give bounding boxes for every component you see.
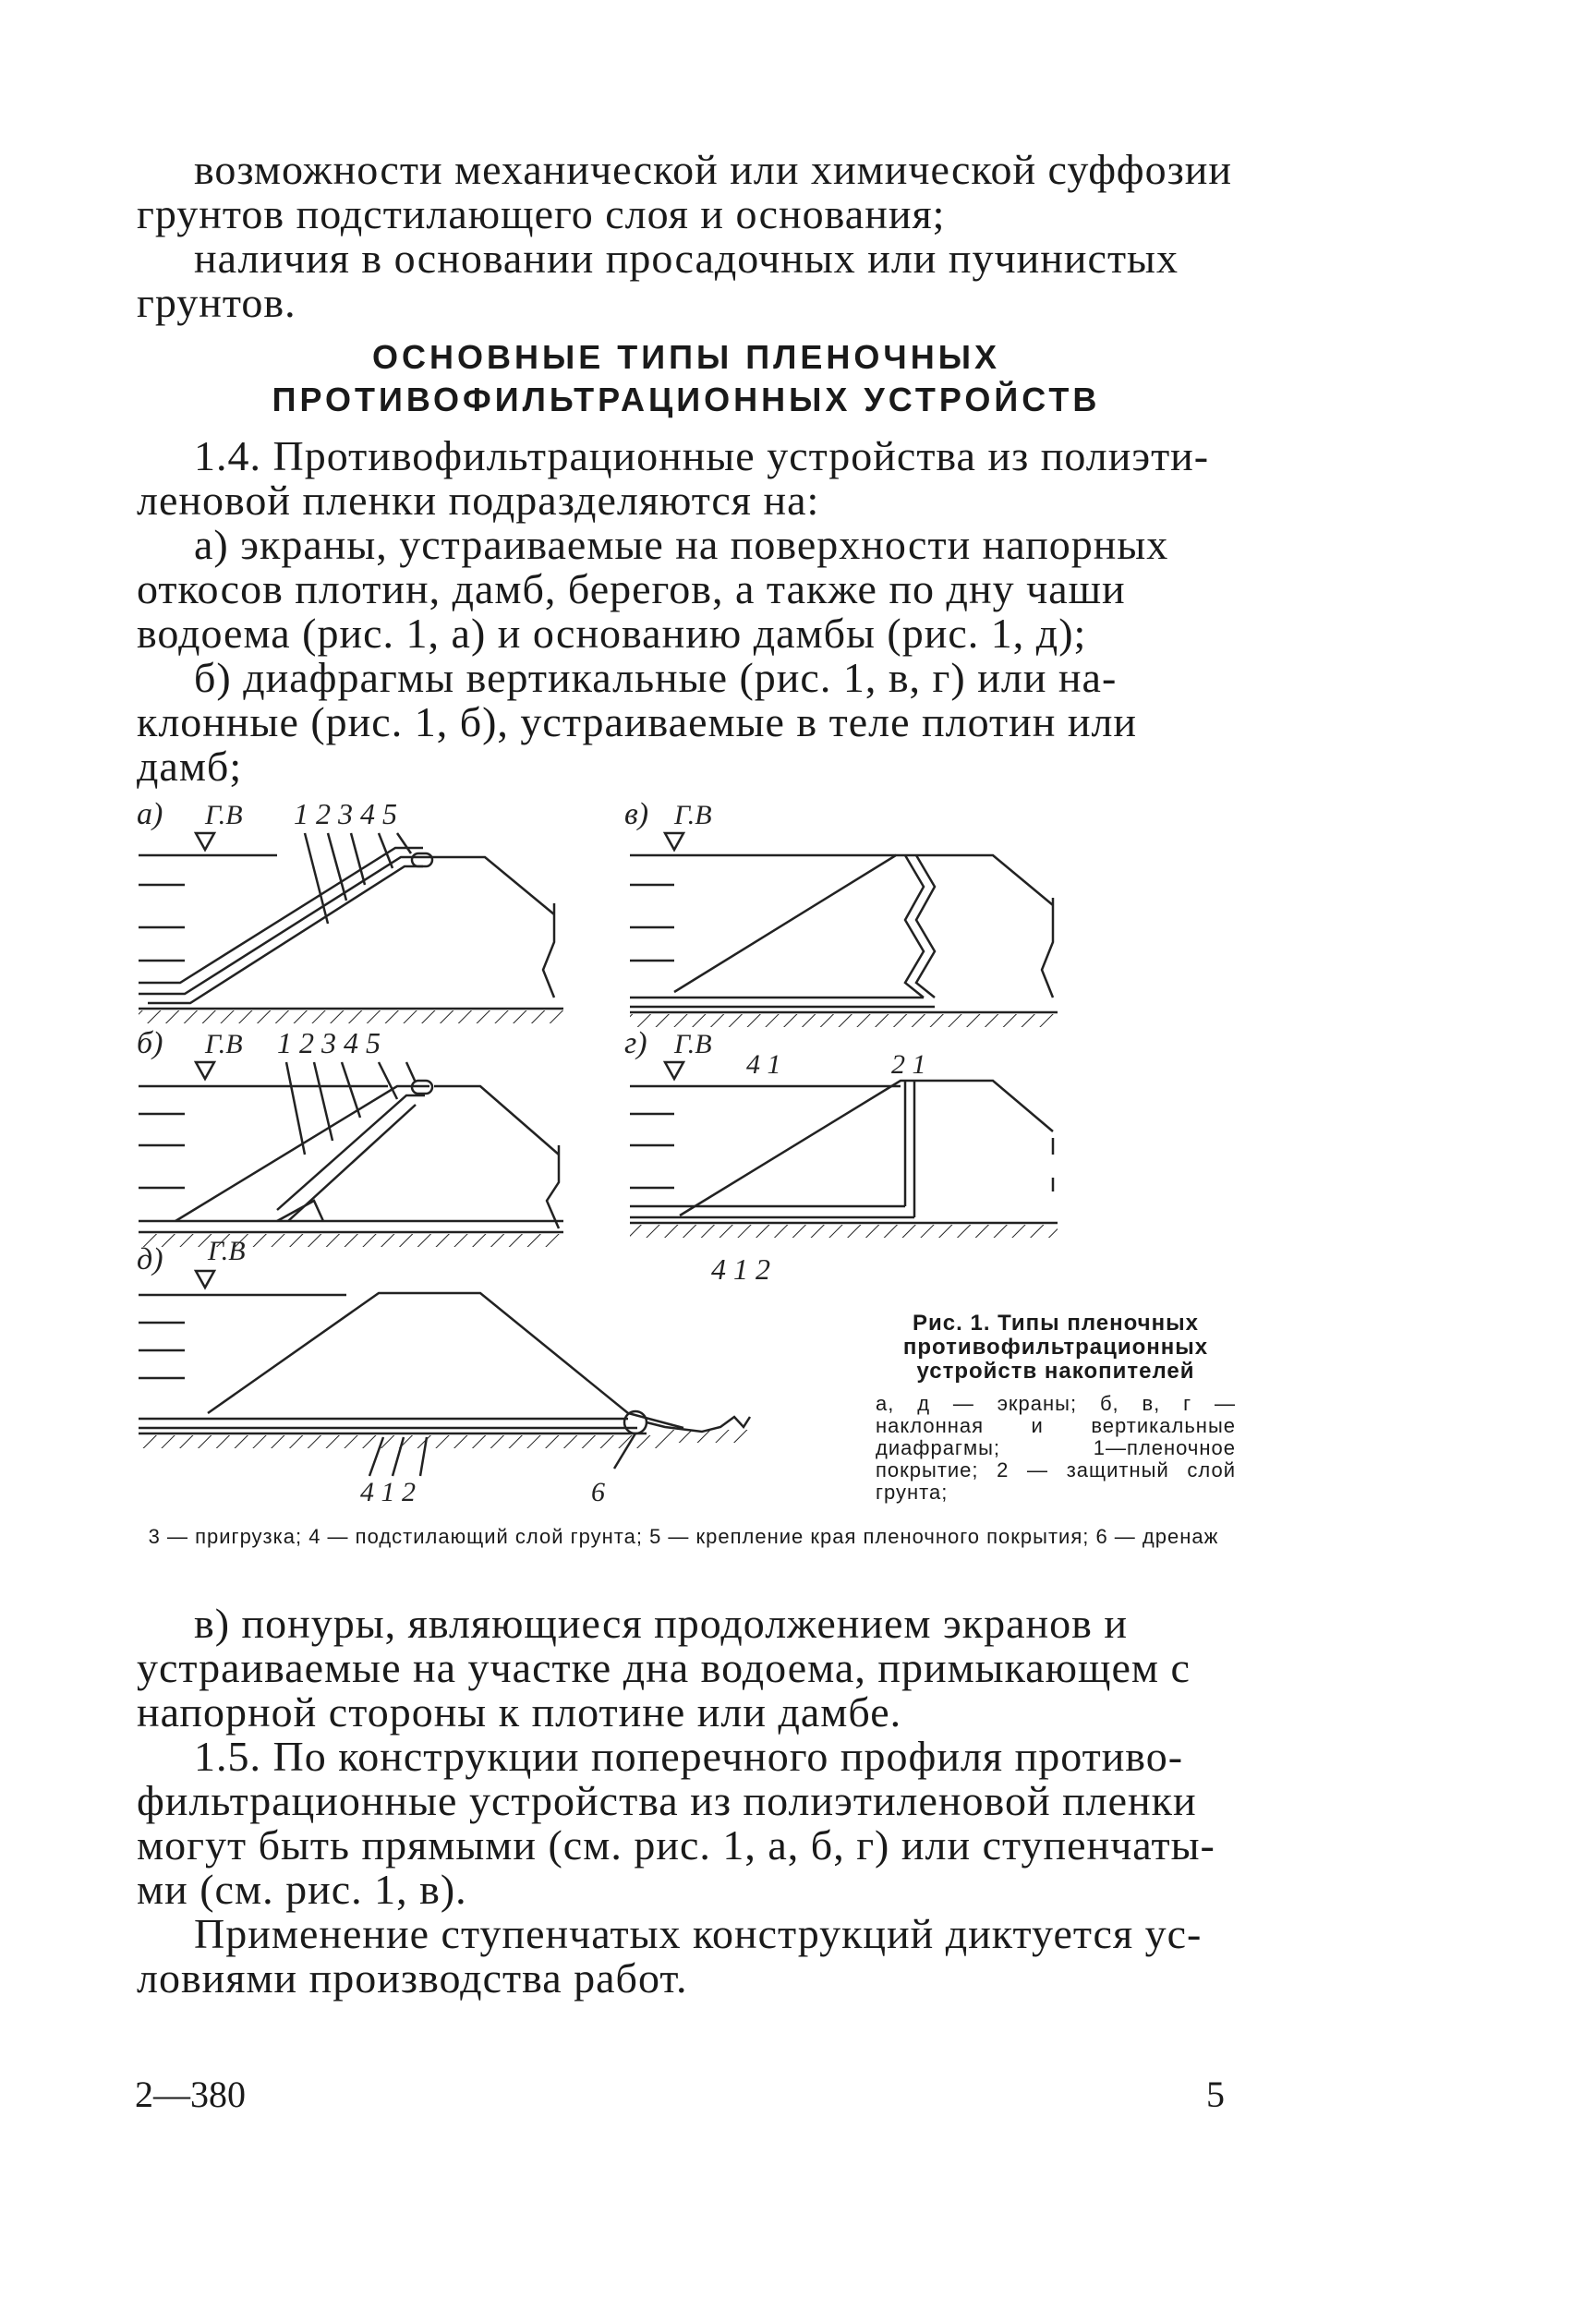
panel-b-numbers: 1 2 3 4 5 — [277, 1026, 381, 1059]
after-figure-text — [137, 1602, 1236, 2001]
panel-d — [137, 1236, 750, 1507]
after-line-9: ловиями производства работ. — [137, 1954, 688, 2002]
s14-line-2: леновой пленки подразделяются на: — [137, 477, 820, 524]
s14-line-1: 1.4. Противофильтрационные устройства из полиэти- — [194, 432, 1210, 479]
intro-line-4: грунтов. — [137, 279, 296, 326]
after-line-3: напорной стороны к плотине или дамбе. — [137, 1688, 902, 1736]
panel-v — [624, 797, 1058, 1027]
panel-g-bottom: 4 1 2 — [711, 1252, 770, 1286]
page-number: 5 — [1206, 2074, 1225, 2115]
panel-a-level: Г.В — [205, 800, 243, 830]
panel-a-numbers: 1 2 3 4 5 — [294, 797, 397, 830]
panel-d-letter: д) — [137, 1242, 163, 1276]
panel-b-level: Г.В — [205, 1029, 243, 1059]
s14-line-4: откосов плотин, дамб, берегов, а также по дну чаши — [137, 565, 1126, 612]
after-line-7: ми (см. рис. 1, в). — [137, 1866, 467, 1913]
after-line-1: в) понуры, являющиеся продолжением экранов и — [194, 1600, 1128, 1647]
figure-caption-title: Рис. 1. Типы пленочных противофильтрационных устройств накопителей — [902, 1311, 1209, 1384]
panel-g-top-left: 4 1 — [746, 1049, 781, 1080]
panel-a — [137, 797, 563, 1023]
panel-d-bottom: 4 1 2 — [360, 1477, 416, 1507]
intro-line-2: грунтов подстилающего слоя и основания; — [137, 190, 946, 237]
panel-d-level: Г.В — [208, 1236, 246, 1266]
heading-line-2: ПРОТИВОФИЛЬТРАЦИОННЫХ УСТРОЙСТВ — [272, 381, 1101, 418]
panel-g-top-right: 2 1 — [891, 1049, 926, 1080]
figure-caption-body: а, д — экраны; б, в, г — наклонная и вертикальные диафрагмы; 1—пленочное покрытие; 2 — защитный слой грунта; — [876, 1392, 1236, 1504]
s14-line-6: б) диафрагмы вертикальные (рис. 1, в, г) или на- — [194, 654, 1118, 701]
s14-line-7: клонные (рис. 1, б), устраиваемые в теле плотин или — [137, 698, 1138, 745]
panel-v-letter: в) — [624, 797, 649, 831]
panel-g — [624, 1026, 1058, 1286]
s14-line-5: водоема (рис. 1, а) и основанию дамбы (рис. 1, д); — [137, 610, 1087, 657]
after-line-5: фильтрационные устройства из полиэтиленовой пленки — [137, 1777, 1197, 1824]
figure-caption-legend: 3 — пригрузка; 4 — подстилающий слой грунта; 5 — крепление края пленочного покрытия; 6 — дренаж — [148, 1525, 1219, 1548]
after-line-8: Применение ступенчатых конструкций диктуется ус- — [194, 1910, 1203, 1957]
s14-line-3: а) экраны, устраиваемые на поверхности напорных — [194, 521, 1169, 568]
intro-line-1: возможности механической или химической суффозии — [194, 146, 1232, 193]
panel-v-level: Г.В — [674, 800, 712, 830]
panel-g-level: Г.В — [674, 1029, 712, 1059]
heading-line-1: ОСНОВНЫЕ ТИПЫ ПЛЕНОЧНЫХ — [372, 338, 1000, 376]
after-line-2: устраиваемые на участке дна водоема, примыкающем с — [137, 1644, 1191, 1691]
intro-line-3: наличия в основании просадочных или пучинистых — [194, 235, 1179, 282]
panel-g-letter: г) — [624, 1026, 647, 1060]
after-line-6: могут быть прямыми (см. рис. 1, а, б, г) или ступенчаты- — [137, 1821, 1215, 1869]
s14-line-8: дамб; — [137, 743, 243, 790]
after-line-4: 1.5. По конструкции поперечного профиля противо- — [194, 1733, 1184, 1780]
panel-b-letter: б) — [137, 1026, 163, 1060]
panel-d-drain: 6 — [591, 1477, 605, 1507]
printer-signature: 2—380 — [135, 2074, 246, 2115]
panel-b — [137, 1026, 563, 1247]
panel-a-letter: а) — [137, 797, 163, 831]
